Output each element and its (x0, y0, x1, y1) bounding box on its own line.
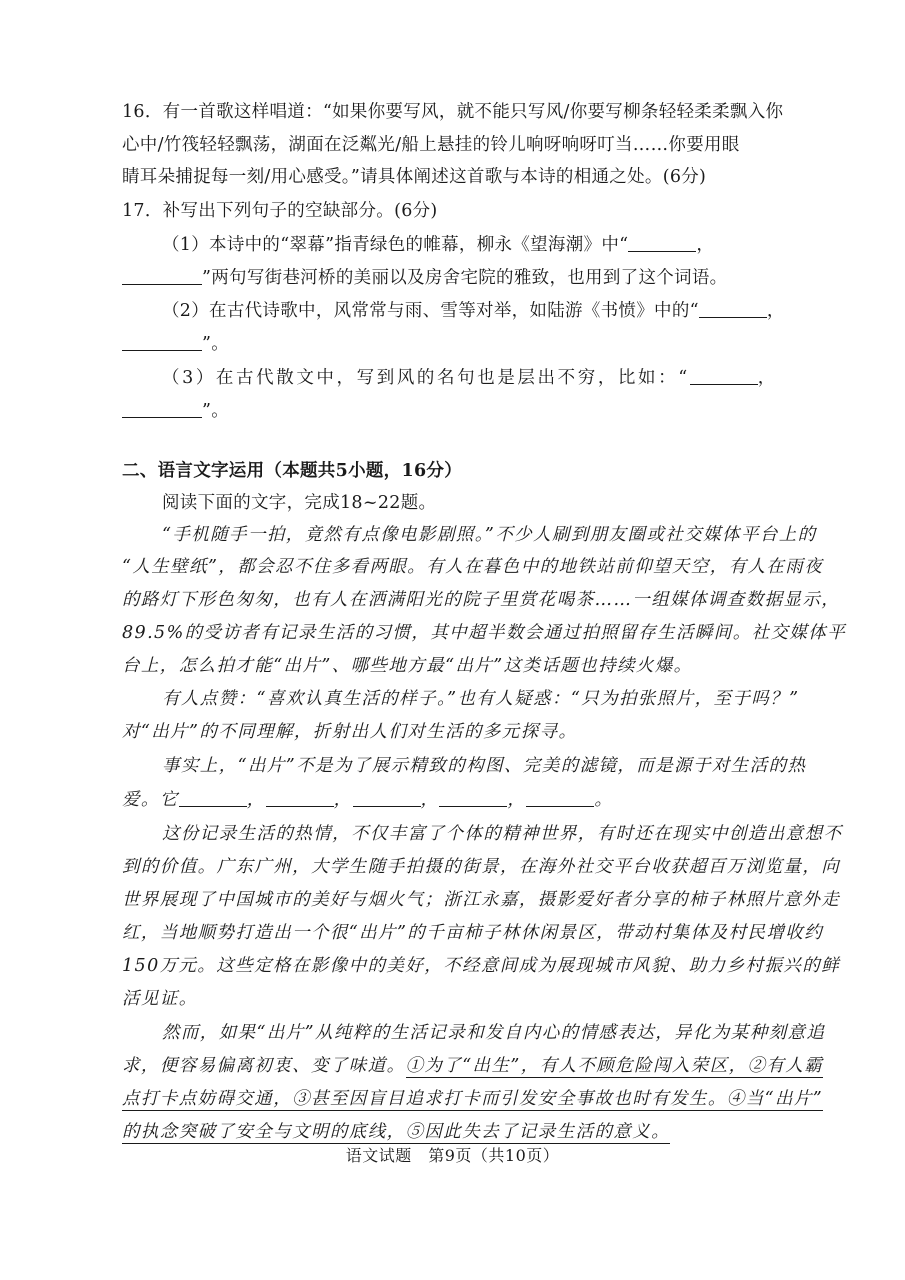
q17-item-2-text: （2）在古代诗歌中，风常常与雨、雪等对举，如陆游《书愤》中的“ (162, 301, 699, 321)
passage-line: 事实上，“出片”不是为了展示精致的构图、完美的滤镜，而是源于对生活的热 (162, 756, 807, 776)
underlined-sentence: 的执念突破了安全与文明的底线，⑤因此失去了记录生活的意义。 (122, 1122, 671, 1142)
comma: ， (420, 790, 440, 810)
comma: ， (333, 790, 353, 810)
q17-item-3-text: （3）在古代散文中，写到风的名句也是层出不穷，比如：“ (162, 368, 690, 388)
passage-line (122, 1054, 824, 1078)
passage-line: 89.5%的受访者有记录生活的习惯，其中超半数会通过拍照留存生活瞬间。社交媒体平 (122, 623, 847, 643)
q17-item-1-text: （1）本诗中的“翠幕”指青绿色的帷幕，柳永《望海潮》中“ (162, 235, 629, 255)
comma: ， (507, 790, 527, 810)
passage-line: 世界展现了中国城市的美好与烟火气；浙江永嘉，摄影爱好者分享的柿子林照片意外走 (122, 890, 841, 910)
passage-line: 活见证。 (122, 989, 198, 1009)
q17-item-1-line-2 (122, 266, 802, 290)
passage-line: 然而，如果“出片”从纯粹的生活记录和发自内心的情感表达，异化为某种刻意追 (162, 1023, 826, 1043)
q17-item-1-line-1 (162, 233, 842, 257)
answer-blank[interactable] (628, 235, 696, 252)
passage-line: 对“出片”的不同理解，折射出人们对生活的多元探寻。 (122, 722, 578, 742)
q17-item-2-end: ”。 (202, 334, 230, 354)
passage-text: 爱。它 (122, 790, 179, 810)
answer-blank[interactable] (179, 790, 247, 807)
q17-item-3-line-1 (162, 366, 842, 390)
passage-line: 到的价值。广东广州，大学生随手拍摄的街景，在海外社交平台收获超百万浏览量，向 (122, 857, 841, 877)
underlined-sentence: 点打卡点妨碍交通，③甚至因盲目追求打卡而引发安全事故也时有发生。④当“出片” (122, 1089, 824, 1109)
answer-blank[interactable] (439, 790, 507, 807)
q17-item-2-comma: ， (766, 301, 785, 321)
q17-item-2-line-2 (122, 332, 802, 356)
passage-line: “手机随手一拍，竟然有点像电影剧照。”不少人刷到朋友圈或社交媒体平台上的 (162, 525, 817, 545)
answer-blank[interactable] (353, 790, 421, 807)
passage-line: 台上，怎么拍才能“出片”、哪些地方最“出片”这类话题也持续火爆。 (122, 656, 693, 676)
q17-heading: 17．补写出下列句子的空缺部分。(6分) (122, 201, 438, 221)
passage-line: 有人点赞：“喜欢认真生活的样子。”也有人疑惑：“只为拍张照片，至于吗？” (162, 689, 800, 709)
passage-line: 150万元。这些定格在影像中的美好，不经意间成为展现城市风貌、助力乡村振兴的鲜 (122, 956, 840, 976)
passage-line (122, 1120, 802, 1144)
answer-blank[interactable] (122, 334, 202, 351)
page-footer: 语文试题 第9页（共10页） (345, 1146, 560, 1165)
passage-line: 的路灯下形色匆匆，也有人在洒满阳光的院子里赏花喝茶……一组媒体调查数据显示， (122, 590, 841, 610)
period: 。 (594, 790, 614, 810)
answer-blank[interactable] (699, 301, 767, 318)
passage-line-blanks (122, 788, 802, 812)
underlined-sentence: ①为了“出生”，有人不顾危险闯入荣区，②有人霸 (405, 1056, 824, 1076)
answer-blank[interactable] (526, 790, 594, 807)
section-2-intro: 阅读下面的文字，完成18~22题。 (162, 493, 437, 513)
q16-line-2: 心中/竹筏轻轻飘荡，湖面在泛粼光/船上悬挂的铃儿响呀响呀叮当……你要用眼 (122, 135, 740, 155)
q17-item-3-line-2 (122, 399, 802, 423)
passage-line: “人生壁纸”，都会忍不住多看两眼。有人在暮色中的地铁站前仰望天空，有人在雨夜 (122, 557, 824, 577)
answer-blank[interactable] (122, 401, 202, 418)
q16-line-3: 睛耳朵捕捉每一刻/用心感受。”请具体阐述这首歌与本诗的相通之处。(6分) (122, 167, 707, 187)
q17-item-2-line-1 (162, 299, 842, 323)
passage-line (122, 1087, 824, 1111)
comma: ， (246, 790, 266, 810)
q17-item-1-comma: ， (696, 235, 715, 255)
passage-line: 红，当地顺势打造出一个很“出片”的千亩柿子林休闲景区，带动村集体及村民增收约 (122, 923, 824, 943)
q17-item-1-rest: ”两句写街巷河桥的美丽以及房舍宅院的雅致，也用到了这个词语。 (202, 268, 728, 288)
answer-blank[interactable] (266, 790, 334, 807)
q16-line-1: 16．有一首歌这样唱道：“如果你要写风，就不能只写风/你要写柳条轻轻柔柔飘入你 (122, 102, 784, 122)
passage-text: 求，便容易偏离初衷、变了味道。 (122, 1056, 406, 1076)
answer-blank[interactable] (122, 268, 202, 285)
answer-blank[interactable] (690, 368, 758, 385)
q17-item-3-end: ”。 (202, 401, 230, 421)
passage-line: 这份记录生活的热情，不仅丰富了个体的精神世界，有时还在现实中创造出意想不 (162, 824, 843, 844)
q17-item-3-comma: ， (757, 368, 776, 388)
section-2-title: 二、语言文字运用（本题共5小题，16分） (122, 461, 463, 481)
